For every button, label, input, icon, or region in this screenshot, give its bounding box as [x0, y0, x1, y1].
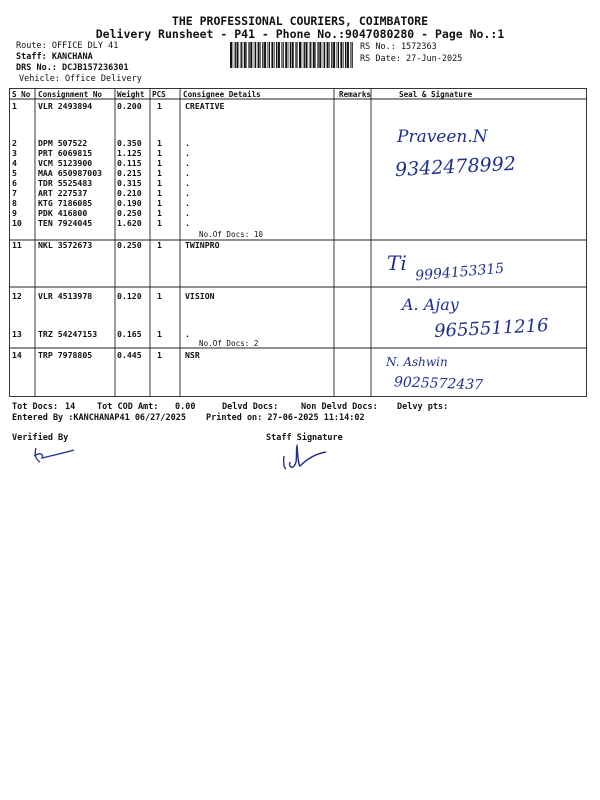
entered-by: Entered By :KANCHANAP41 06/27/2025	[12, 413, 186, 423]
row-weight: 1.125	[117, 148, 142, 158]
row-weight: 0.215	[117, 168, 142, 178]
row-pcs: 1	[157, 350, 162, 360]
row-pcs: 1	[157, 291, 162, 301]
runsheet-title: Delivery Runsheet - P41 - Phone No.:9047080280 - Page No.:1	[95, 27, 505, 41]
printed-on: Printed on: 27-06-2025 11:14:02	[206, 413, 365, 423]
staff-signature-label: Staff Signature	[266, 433, 343, 443]
row-pcs: 1	[157, 218, 162, 228]
staff: Staff: KANCHANA	[16, 51, 93, 62]
row-sno: 6	[12, 178, 17, 188]
row-weight: 0.210	[117, 188, 142, 198]
handwritten-phone-3	[432, 312, 572, 342]
row-pcs: 1	[157, 329, 162, 339]
row-consignment: VCM 5123900	[38, 158, 93, 168]
row-consignee-details: VISION	[185, 291, 215, 301]
delvy-pts: Delvy pts:	[397, 402, 449, 412]
row-sno: 14	[12, 350, 22, 360]
drs-number: DRS No.: DCJB157236301	[16, 63, 129, 73]
row-sno: 8	[12, 198, 17, 208]
row-consignment: TRZ 54247153	[38, 329, 98, 339]
rs-info	[360, 41, 462, 65]
handwritten-name-4	[384, 350, 544, 372]
row-sno: 4	[12, 158, 17, 168]
barcode	[230, 42, 354, 68]
col-consignment: Consignment No	[38, 90, 103, 99]
row-consignee-details: .	[185, 188, 190, 198]
row-consignment: VLR 4513978	[38, 291, 93, 301]
row-consignee-details: TWINPRO	[185, 240, 220, 250]
row-consignee-details: .	[185, 198, 190, 208]
row-weight: 0.445	[117, 350, 142, 360]
vehicle: Vehicle: Office Delivery	[19, 74, 142, 84]
rs-date: RS Date: 27-Jun-2025	[360, 54, 463, 64]
svg-text:Praveen.N: Praveen.N	[397, 127, 488, 147]
row-consignment: TRP 7978805	[38, 350, 93, 360]
route-info	[16, 41, 118, 62]
svg-text:N. Ashwin: N. Ashwin	[386, 355, 448, 369]
row-pcs: 1	[157, 208, 162, 218]
route: Route: OFFICE DLY 41	[16, 41, 119, 51]
handwritten-signature-2	[385, 250, 555, 284]
row-sno: 5	[12, 168, 17, 178]
row-pcs: 1	[157, 168, 162, 178]
row-sno: 1	[12, 101, 17, 111]
tot-docs: 14	[65, 402, 76, 412]
handwritten-phone-1	[393, 150, 563, 182]
non-delvd-docs: Non Delvd Docs:	[301, 402, 378, 412]
svg-text:9342478992: 9342478992	[394, 152, 517, 182]
row-pcs: 1	[157, 101, 162, 111]
row-consignment: TDR 5525483	[38, 178, 93, 188]
group-note-docs: No.Of Docs: 2	[199, 339, 259, 348]
row-consignee-details: CREATIVE	[185, 101, 225, 111]
row-consignee-details: .	[185, 208, 190, 218]
row-weight: 0.200	[117, 101, 142, 111]
col-sno: S No	[12, 90, 31, 99]
row-consignment: TEN 7924045	[38, 218, 93, 228]
col-remarks: Remarks	[339, 90, 372, 99]
row-sno: 10	[12, 218, 22, 228]
row-consignment: NKL 3572673	[38, 240, 93, 250]
svg-text:Ti: Ti	[387, 251, 407, 275]
row-weight: 0.115	[117, 158, 142, 168]
row-consignee-details: .	[185, 178, 190, 188]
verified-by-label: Verified By	[12, 433, 69, 443]
svg-text:9025572437: 9025572437	[393, 374, 484, 394]
row-sno: 12	[12, 291, 22, 301]
row-consignment: KTG 7186085	[38, 198, 93, 208]
row-sno: 2	[12, 138, 17, 148]
row-pcs: 1	[157, 138, 162, 148]
row-weight: 0.190	[117, 198, 142, 208]
row-consignee-details: .	[185, 138, 190, 148]
staff-signature-mark	[280, 442, 340, 472]
row-pcs: 1	[157, 178, 162, 188]
row-weight: 0.250	[117, 208, 142, 218]
row-consignment: MAA 650987003	[38, 168, 103, 178]
row-weight: 0.350	[117, 138, 142, 148]
row-consignee-details: .	[185, 329, 190, 339]
group-note-docs: No.Of Docs: 10	[199, 230, 264, 239]
row-pcs: 1	[157, 158, 162, 168]
row-consignee-details: NSR	[185, 350, 200, 360]
rs-number: RS No.: 1572363	[360, 42, 437, 52]
row-consignment: VLR 2493894	[38, 101, 93, 111]
row-consignment: ART 227537	[38, 188, 88, 198]
svg-text:9655511216: 9655511216	[433, 315, 550, 342]
row-consignee-details: .	[185, 218, 190, 228]
row-sno: 7	[12, 188, 17, 198]
row-consignee-details: .	[185, 168, 190, 178]
row-sno: 11	[12, 240, 22, 250]
row-pcs: 1	[157, 240, 162, 250]
row-weight: 0.250	[117, 240, 142, 250]
row-weight: 0.165	[117, 329, 142, 339]
tot-docs-label: Tot Docs:	[12, 402, 59, 412]
svg-text:9994153315: 9994153315	[414, 260, 505, 284]
row-consignment: PRT 6069815	[38, 148, 93, 158]
row-sno: 9	[12, 208, 17, 218]
col-pcs: PCS	[152, 90, 166, 99]
delvd-docs: Delvd Docs:	[222, 402, 279, 412]
row-weight: 0.315	[117, 178, 142, 188]
verified-by-signature	[30, 444, 90, 468]
svg-text:A. Ajay: A. Ajay	[402, 295, 459, 314]
row-weight: 0.120	[117, 291, 142, 301]
handwritten-phone-4	[392, 372, 562, 396]
tot-cod-label: Tot COD Amt:	[97, 402, 159, 412]
row-consignment: PDK 416800	[38, 208, 88, 218]
row-weight: 1.620	[117, 218, 142, 228]
row-sno: 13	[12, 329, 22, 339]
col-consignee: Consignee Details	[183, 90, 261, 99]
row-pcs: 1	[157, 148, 162, 158]
col-seal-signature: Seal & Signature	[399, 90, 473, 99]
col-weight: Weight	[117, 90, 145, 99]
row-sno: 3	[12, 148, 17, 158]
row-pcs: 1	[157, 188, 162, 198]
company-name: THE PROFESSIONAL COURIERS, COIMBATORE	[171, 14, 429, 28]
row-consignee-details: .	[185, 158, 190, 168]
row-consignee-details: .	[185, 148, 190, 158]
tot-cod-amount: 0.00	[175, 402, 196, 412]
row-consignment: DPM 507522	[38, 138, 88, 148]
row-pcs: 1	[157, 198, 162, 208]
handwritten-name-1	[395, 122, 545, 152]
